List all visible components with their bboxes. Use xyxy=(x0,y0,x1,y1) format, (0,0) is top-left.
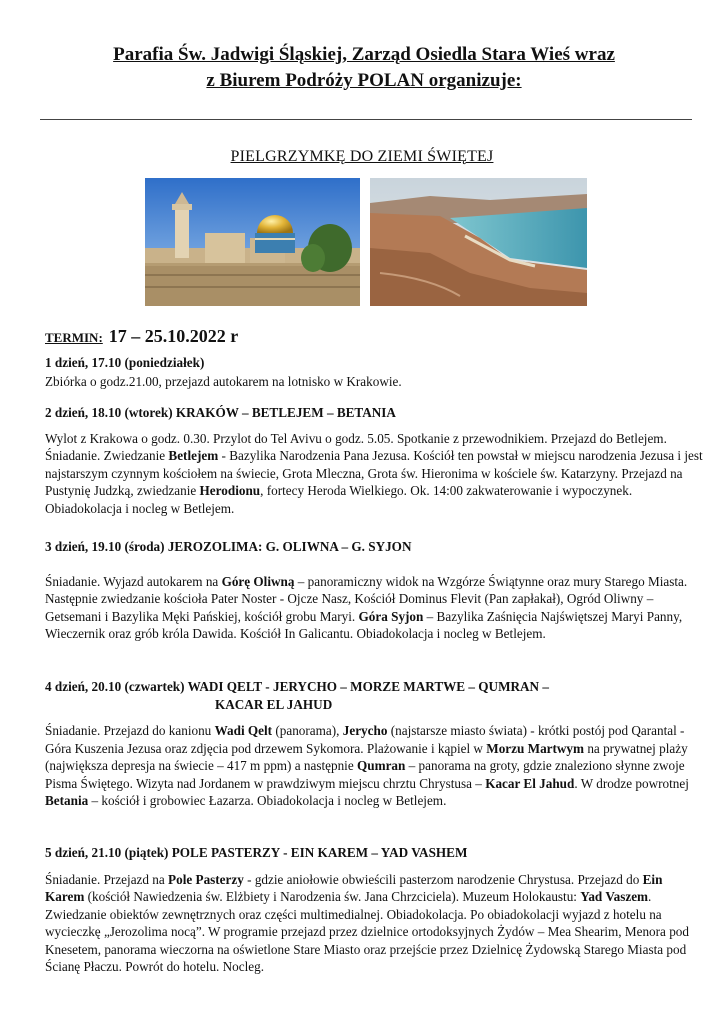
divider xyxy=(40,119,692,120)
place-name: Betania xyxy=(45,793,89,808)
place-name: Góra Syjon xyxy=(358,608,424,624)
text-run: (panorama), xyxy=(272,723,343,738)
text-run: Śniadanie. Wyjazd autokarem na xyxy=(45,573,222,589)
text-run: . Zwiedzanie obiektów zewnętrznych oraz części multimedialnej. Obiadokolacja. Po obiadokolacji wyjazd z hotelu na wycieczkę „Jerozolima nocą”. W programie przejazd przez dzielnice ortodoksyjnych Żydów – Mea Shearim, Menora pod Knesetem, panorama wieczorna na oświetlone Stare Miasto oraz przejście przez Dzielnicę Żydowską Starego Miasta pod Ścianę Płaczu. Powrót do hotelu. Nocleg. xyxy=(45,889,689,974)
day-description xyxy=(45,373,705,391)
place-name: Herodionu xyxy=(199,483,261,498)
day-description xyxy=(45,573,705,643)
text-run: – Bazylika Zaśnięcia Najświętszej Maryi Panny, Wieczernik oraz grób króla Dawida. Kościół In Galicantu. Obiadokolacja i nocleg w Betlejem. xyxy=(45,608,683,641)
term-value: 17 – 25.10.2022 r xyxy=(108,326,239,346)
day-section xyxy=(45,404,705,517)
place-name: Pole Pasterzy xyxy=(168,871,244,887)
text-run: Śniadanie. Przejazd na xyxy=(45,871,169,887)
place-name: Kacar El Jahud xyxy=(485,775,575,791)
text-run: - gdzie aniołowie obwieścili pasterzom narodzenie Chrystusa. Przejazd do xyxy=(243,871,643,887)
day-section xyxy=(45,678,705,810)
day-description xyxy=(45,871,705,976)
place-name: Yad Vaszem xyxy=(580,889,649,904)
text-run: – kościół i grobowiec Łazarza. Obiadokolacja i nocleg w Betlejem. xyxy=(88,793,447,808)
place-name: Wadi Qelt xyxy=(214,723,273,738)
day-section xyxy=(45,538,705,643)
trip-dates xyxy=(45,326,238,347)
day-heading: 1 dzień, 17.10 (poniedziałek) xyxy=(45,355,205,370)
day-section xyxy=(45,354,705,390)
text-run: , fortecy Heroda Wielkiego. Ok. 14:00 zakwaterowanie i wypoczynek. Obiadokolacja i nocleg w Betlejem. xyxy=(45,483,633,516)
dead-sea-photo xyxy=(370,178,587,306)
text-run: (najstarsze miasto świata) - krótki postój pod Qarantal - Góra Kuszenia Jezusa oraz zdjęcia pod drzewem Sykomora. Plażowanie i kąpiel w xyxy=(45,723,685,756)
place-name: Morzu Martwym xyxy=(486,740,585,756)
place-name: Betlejem xyxy=(168,448,219,463)
place-name: Jerycho xyxy=(342,723,388,738)
place-name: Qumran xyxy=(357,758,406,773)
day-heading: 5 dzień, 21.10 (piątek) POLE PASTERZY - EIN KAREM – YAD VASHEM xyxy=(45,845,468,860)
header-line-2: z Biurem Podróży POLAN organizuje: xyxy=(206,70,522,91)
day-heading: 4 dzień, 20.10 (czwartek) WADI QELT - JERYCHO – MORZE MARTWE – QUMRAN – xyxy=(45,679,549,694)
term-label: TERMIN: xyxy=(45,330,103,345)
day-description xyxy=(45,722,705,810)
text-run: Zbiórka o godz.21.00, przejazd autokarem na lotnisko w Krakowie. xyxy=(45,373,402,389)
day-description xyxy=(45,430,705,518)
text-run: Śniadanie. Przejazd do kanionu xyxy=(45,723,215,738)
header-line-1: Parafia Św. Jadwigi Śląskiej, Zarząd Osiedla Stara Wieś wraz xyxy=(113,44,615,65)
document-title: PIELGRZYMKĘ DO ZIEMI ŚWIĘTEJ xyxy=(230,148,494,165)
day-heading: 3 dzień, 19.10 (środa) JEROZOLIMA: G. OLIWNA – G. SYJON xyxy=(45,539,412,554)
text-run: Wylot z Krakowa o godz. 0.30. Przylot do Tel Avivu o godz. 5.05. Spotkanie z przewodnikiem. Przejazd do Betlejem. Śniadanie. Zwiedzanie xyxy=(45,430,667,463)
text-run: . W drodze powrotnej xyxy=(574,775,689,791)
day-section xyxy=(45,844,705,976)
organizer-header xyxy=(30,42,698,94)
day-heading-continued: KACAR EL JAHUD xyxy=(215,696,333,712)
place-name: Ein Karem xyxy=(45,871,663,904)
day-heading: 2 dzień, 18.10 (wtorek) KRAKÓW – BETLEJEM – BETANIA xyxy=(45,405,396,420)
text-run: na prywatnej plaży (największa depresja na świecie – 417 m ppm) a następnie xyxy=(45,740,688,773)
text-run: (kościół Nawiedzenia św. Elżbiety i Narodzenia św. Jana Chrzciciela). Muzeum Holokaustu: xyxy=(84,889,581,904)
place-name: Górę Oliwną xyxy=(221,573,295,589)
text-run: – panoramiczny widok na Wzgórze Świątynne oraz mury Starego Miasta. Następnie zwiedzanie kościoła Pater Noster - Ojcze Nasz, Kościół Dominus Flevit (Pan zapłakał), Ogród Oliwny – Getsemani i Bazylika Męki Pańskiej, kościół grobu Maryi. xyxy=(45,573,688,624)
text-run: - Bazylika Narodzenia Pana Jezusa. Kościół ten powstał w miejscu narodzenia Jezusa i jest najstarszym czynnym kościołem na świecie, Grota Mleczna, Grota św. Hieronima w kościele św. Katarzyny. Przejazd na Pustynię Judzką, zwiedzanie xyxy=(45,448,703,498)
text-run: – panorama na groty, gdzie znaleziono słynne zwoje Pisma Świętego. Wizyta nad Jordanem w prawdziwym miejscu chrztu Chrystusa – xyxy=(45,758,685,791)
jerusalem-photo xyxy=(145,178,360,306)
